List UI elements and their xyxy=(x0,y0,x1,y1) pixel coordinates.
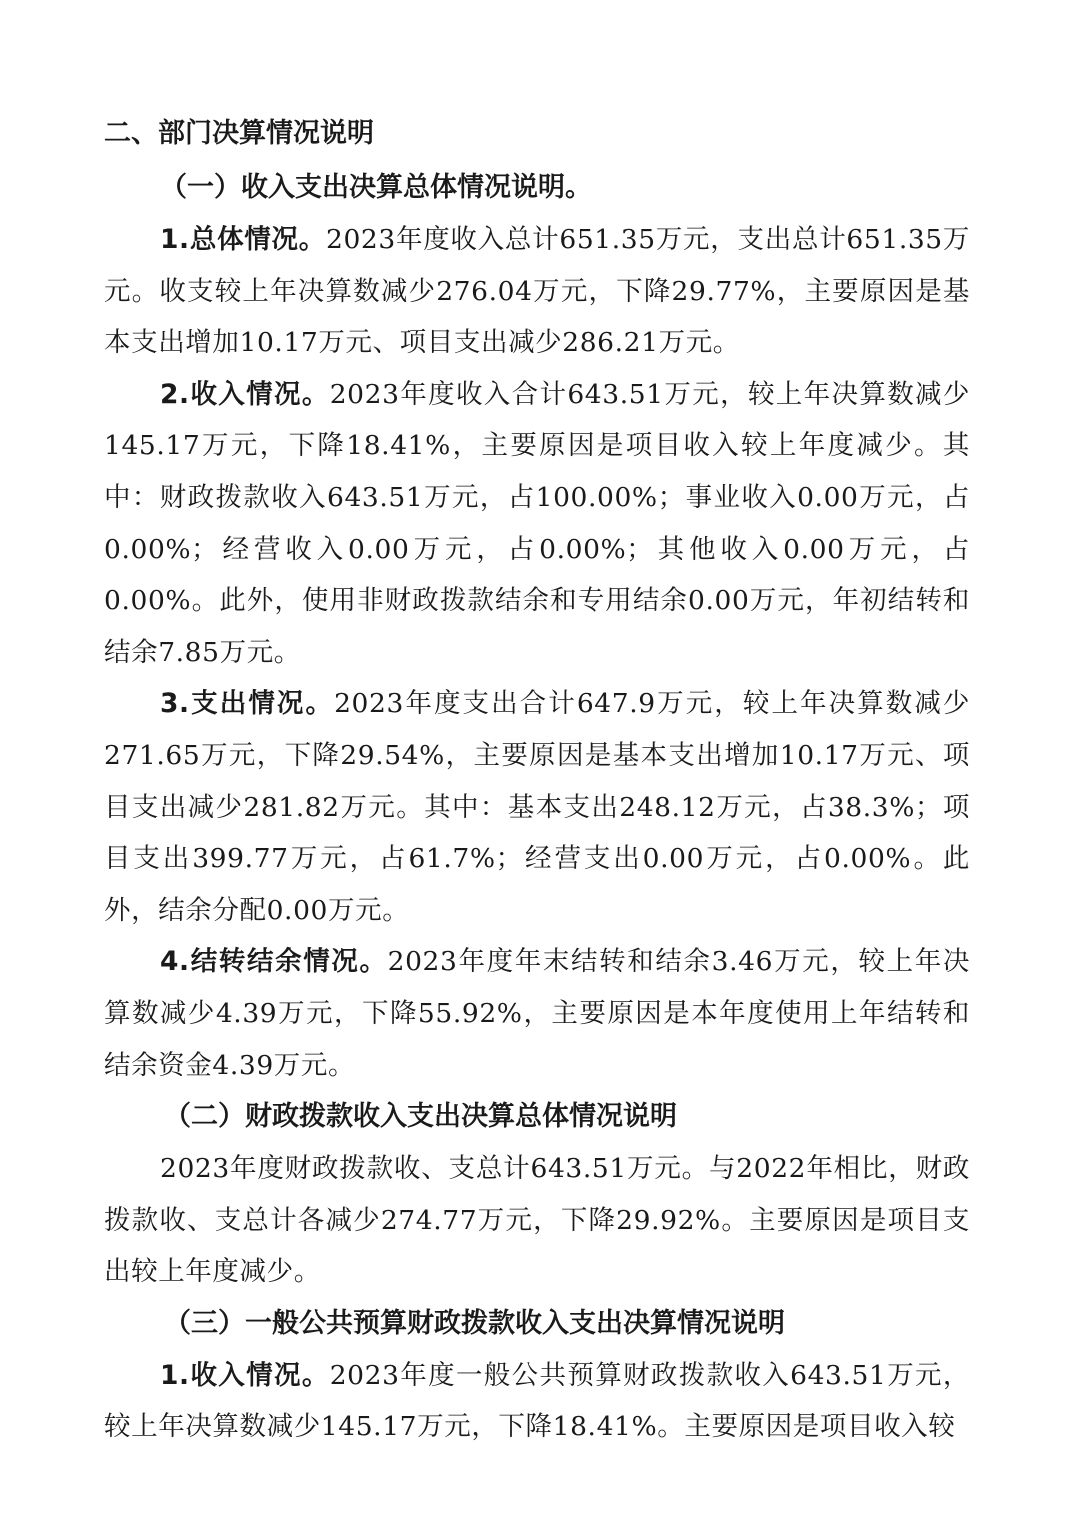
paragraph-text: 2023年度收入总计651.35万元，支出总计651.35万元。收支较上年决算数减少276.04万元，下降29.77%，主要原因是基本支出增加10.17万元、项目支出减少286.21万元。 xyxy=(104,224,970,359)
subsection-2-title: （二）财政拨款收入支出决算总体情况说明 xyxy=(164,1101,677,1133)
paragraph-text: 2023年度收入合计643.51万元，较上年决算数减少145.17万元，下降18.41%，主要原因是项目收入较上年度减少。其中：财政拨款收入643.51万元，占100.00%；事业收入0.00万元，占0.00%；经营收入0.00万元，占0.00%；其他收入0.00万元，占0.00%。此外，使用非财政拨款结余和专用结余0.00万元，年初结转和结余7.85万元。 xyxy=(104,378,970,668)
paragraph-overall xyxy=(104,214,970,369)
paragraph-lead: 4.结转结余情况。 xyxy=(160,946,388,978)
subsection-3-title: （三）一般公共预算财政拨款收入支出决算情况说明 xyxy=(164,1307,785,1339)
paragraph-text: 2023年度一般公共预算财政拨款收入643.51万元，较上年决算数减少145.17万元，下降18.41%。主要原因是项目收入较 xyxy=(104,1359,970,1443)
paragraph-lead: 2.收入情况。 xyxy=(160,378,330,410)
paragraph-text: 2023年度年末结转和结余3.46万元，较上年决算数减少4.39万元，下降55.92%，主要原因是本年度使用上年结转和结余资金4.39万元。 xyxy=(104,946,970,1081)
paragraph-text: 2023年度支出合计647.9万元，较上年决算数减少271.65万元，下降29.54%，主要原因是基本支出增加10.17万元、项目支出减少281.82万元。其中：基本支出248.12万元，占38.3%；项目支出399.77万元，占61.7%；经营支出0.00万元，占0.00%。此外，结余分配0.00万元。 xyxy=(104,688,970,926)
paragraph-fiscal-total: 2023年度财政拨款收、支总计643.51万元。与2022年相比，财政拨款收、支总计各减少274.77万元，下降29.92%。主要原因是项目支出较上年度减少。 xyxy=(104,1153,970,1288)
paragraph-lead: 3.支出情况。 xyxy=(160,688,335,720)
paragraph-lead: 1.收入情况。 xyxy=(160,1359,330,1391)
document-page xyxy=(104,108,970,1453)
paragraph-income xyxy=(104,369,970,679)
paragraph-public-budget-income xyxy=(104,1350,970,1453)
subsection-1-title: （一）收入支出决算总体情况说明。 xyxy=(160,172,592,203)
paragraph-expenditure xyxy=(104,678,970,936)
paragraph-lead: 1.总体情况。 xyxy=(160,224,326,255)
section-title: 二、部门决算情况说明 xyxy=(104,118,374,149)
paragraph-carryover xyxy=(104,936,970,1091)
